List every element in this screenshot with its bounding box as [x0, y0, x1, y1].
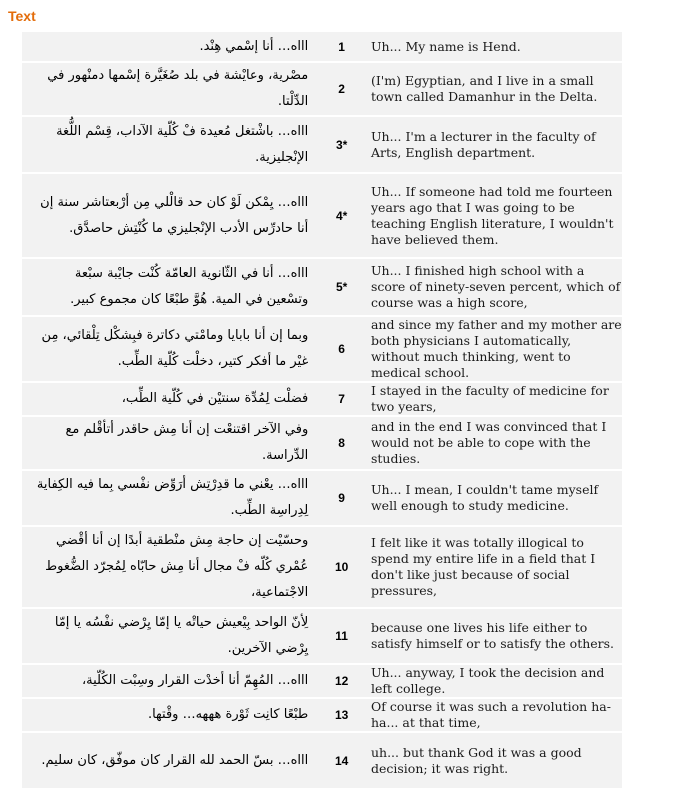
line-number: 13: [314, 699, 369, 731]
english-translation: Uh... My name is Hend.: [369, 32, 622, 61]
section-heading: Text: [8, 8, 36, 24]
english-translation: I felt like it was totally illogical to spend my entire life in a field that I don't like just because of social pressures,: [369, 527, 622, 607]
line-number: 12: [314, 665, 369, 697]
arabic-text: اااه… يِمْكن لَوْ كان حد قالْلي مِن أرْبعتاشر سنة إن أنا حادرِّس الأدب الإنْجليزي ما كُنْتِش حاصدَّق.: [22, 174, 314, 257]
table-row: [22, 174, 622, 257]
english-translation: I stayed in the faculty of medicine for two years,: [369, 383, 622, 415]
english-translation: Uh... If someone had told me fourteen years ago that I was going to be teaching English literature, I wouldn't have believed them.: [369, 174, 622, 257]
table-row: [22, 383, 622, 415]
english-translation: and in the end I was convinced that I would not be able to cope with the studies.: [369, 417, 622, 469]
line-number: 8: [314, 417, 369, 469]
table-row: [22, 259, 622, 315]
line-number: 9: [314, 471, 369, 525]
transcript-table: [22, 30, 622, 790]
line-number: 14: [314, 733, 369, 788]
english-translation: Uh... anyway, I took the decision and left college.: [369, 665, 622, 697]
table-row: [22, 32, 622, 61]
english-translation: Of course it was such a revolution ha-ha... at that time,: [369, 699, 622, 731]
table-row: [22, 317, 622, 381]
line-number: 7: [314, 383, 369, 415]
line-number: 10: [314, 527, 369, 607]
table-row: [22, 733, 622, 788]
table-row: [22, 527, 622, 607]
line-number: 4*: [314, 174, 369, 257]
line-number: 11: [314, 609, 369, 663]
line-number: 6: [314, 317, 369, 381]
table-row: [22, 609, 622, 663]
arabic-text: وفي الآخر اقتنعْت إن أنا مِش حاقدر أتأقْلم مع الدِّراسة.: [22, 417, 314, 469]
line-number: 5*: [314, 259, 369, 315]
arabic-text: وحسّيْت إن حاجة مِش منْطقية أبدًا إن أنا أقْضي عُمْري كُلّه فْ مجال أنا مِش حابّاه لِمُجرّد الضُّغوط الاجْتماعية،: [22, 527, 314, 607]
english-translation: Uh... I finished high school with a score of ninety-seven percent, which of course was a high score,: [369, 259, 622, 315]
arabic-text: اااه… باشْتغل مُعيدة فْ كُلّية الآداب، قِسْم اللُّغة الإنْجليزية.: [22, 117, 314, 172]
table-row: [22, 471, 622, 525]
english-translation: uh... but thank God it was a good decision; it was right.: [369, 733, 622, 788]
table-row: [22, 665, 622, 697]
arabic-text: اااه… أنا إسْمي هِنْد.: [22, 32, 314, 61]
arabic-text: اااه… أنا في الثّانوية العامّة كُنْت جايْبة سبْعة وتسْعين في المية. هُوَّ طبْعًا كان مجموع كبير.: [22, 259, 314, 315]
english-translation: Uh... I mean, I couldn't tame myself well enough to study medicine.: [369, 471, 622, 525]
arabic-text: اااه… يعْني ما قدِرْتِش أرَوِّض نفْسي بِما فيه الكِفاية لِدِراسِة الطِّب.: [22, 471, 314, 525]
line-number: 1: [314, 32, 369, 61]
arabic-text: وبما إن أنا بابايا ومامْتي دكاترة فبِشكْل تِلْقائي، مِن غيْر ما أفكر كتير، دخلْت كُلّية الطِّب.: [22, 317, 314, 381]
table-row: [22, 63, 622, 115]
arabic-text: اااه… بسّ الحمد لله القرار كان موفّق، كان سليم.: [22, 733, 314, 788]
english-translation: (I'm) Egyptian, and I live in a small town called Damanhur in the Delta.: [369, 63, 622, 115]
english-translation: because one lives his life either to satisfy himself or to satisfy the others.: [369, 609, 622, 663]
table-row: [22, 117, 622, 172]
arabic-text: فضلْت لِمُدِّة سنتيْن في كُلّية الطِّب،: [22, 383, 314, 415]
table-row: [22, 417, 622, 469]
arabic-text: اااه… المُهِمّ أنا أخدْت القرار وسِبْت الكُلّية،: [22, 665, 314, 697]
table-row: [22, 699, 622, 731]
arabic-text: لِأنّ الواحد بِيْعيش حياتْه يا إمّا يِرْضي نفْسُه يا إمّا يِرْضي الآخرين.: [22, 609, 314, 663]
english-translation: and since my father and my mother are both physicians I automatically, without much thinking, went to medical school.: [370, 317, 622, 380]
arabic-text: مصْرية، وعايْشة في بلد صُغَيَّرة إسْمها دمنْهور في الدِّلْتا.: [22, 63, 314, 115]
english-translation: Uh... I'm a lecturer in the faculty of Arts, English department.: [369, 117, 622, 172]
line-number: 2: [314, 63, 369, 115]
line-number: 3*: [314, 117, 369, 172]
arabic-text: طبْعًا كانِت ثَوْرة هههه… وقْتها.: [22, 699, 314, 731]
